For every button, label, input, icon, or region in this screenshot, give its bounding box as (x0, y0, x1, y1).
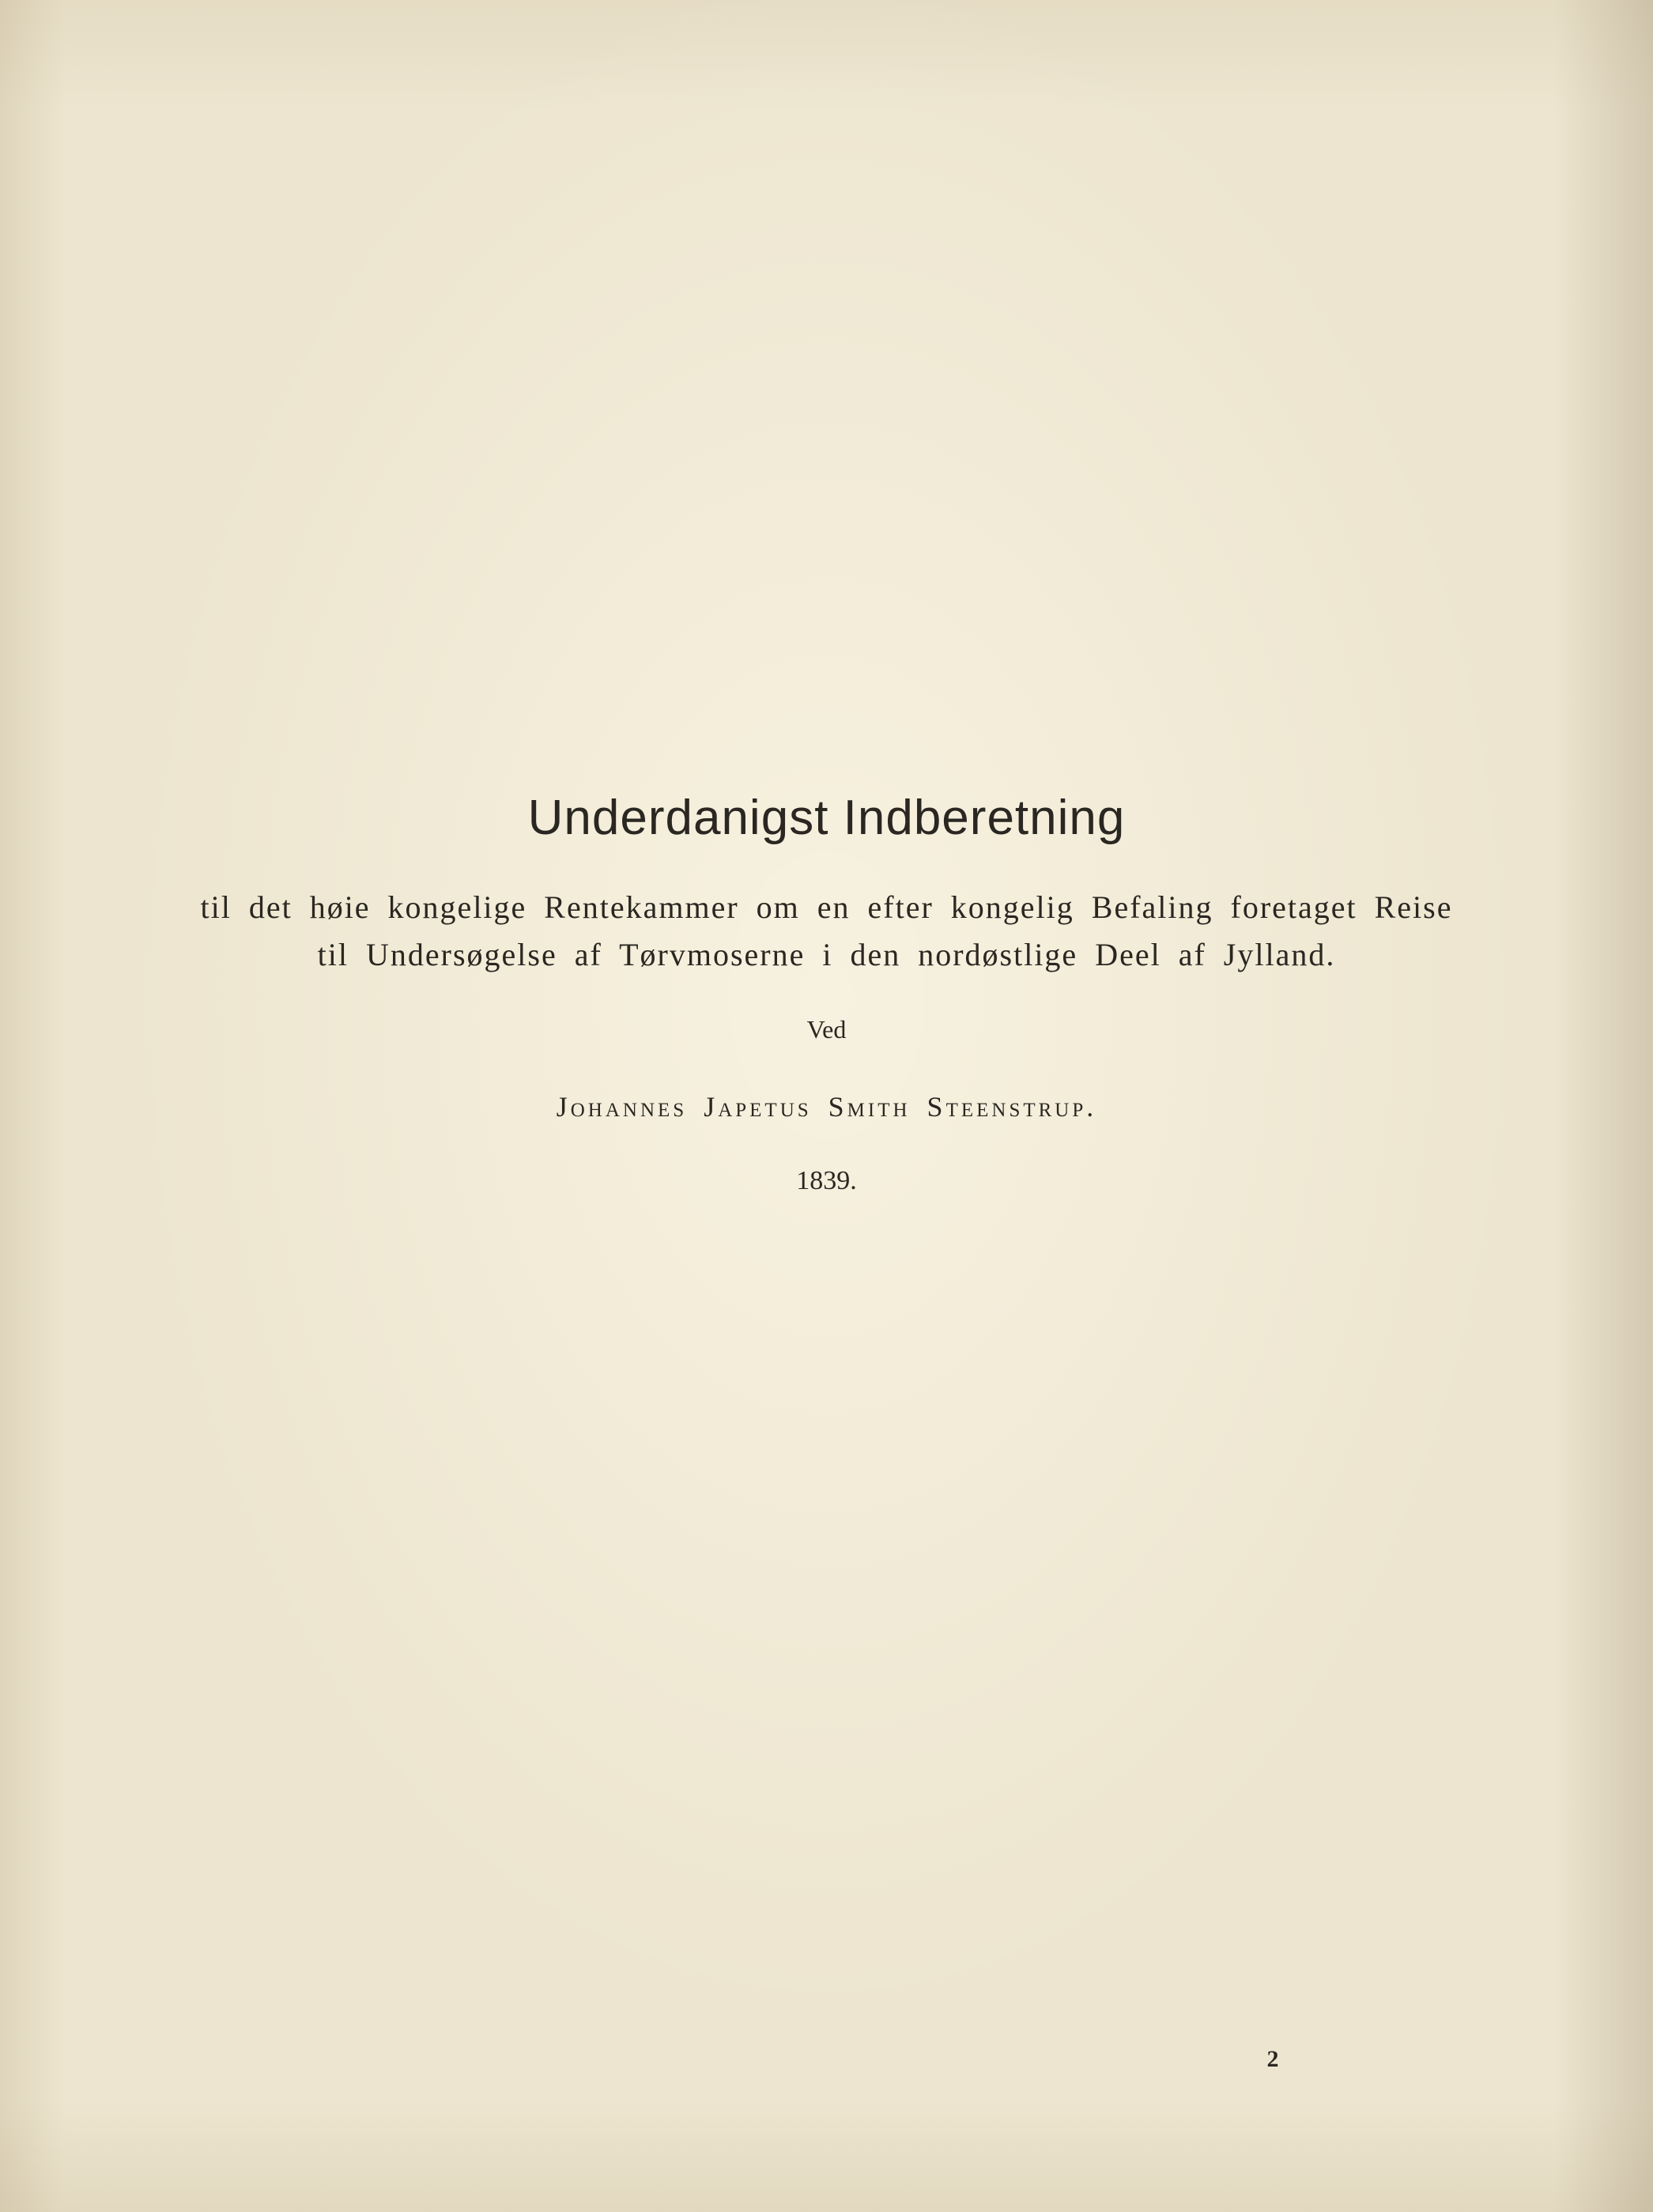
author-name: Johannes Japetus Smith Steenstrup. (556, 1091, 1097, 1123)
document-title: Underdanigst Indberetning (527, 791, 1126, 845)
subtitle-line-1: til det høie kongelige Rentekammer om en efter kongelig Befaling foretaget Reise (200, 889, 1453, 925)
page-number: 2 (1266, 2046, 1279, 2072)
document-subtitle (0, 884, 1653, 979)
subtitle-line-2: til Undersøgelse af Tørvmoserne i den nordøstlige Deel af Jylland. (317, 937, 1336, 972)
publication-year: 1839. (796, 1166, 857, 1195)
by-label: Ved (806, 1015, 847, 1044)
